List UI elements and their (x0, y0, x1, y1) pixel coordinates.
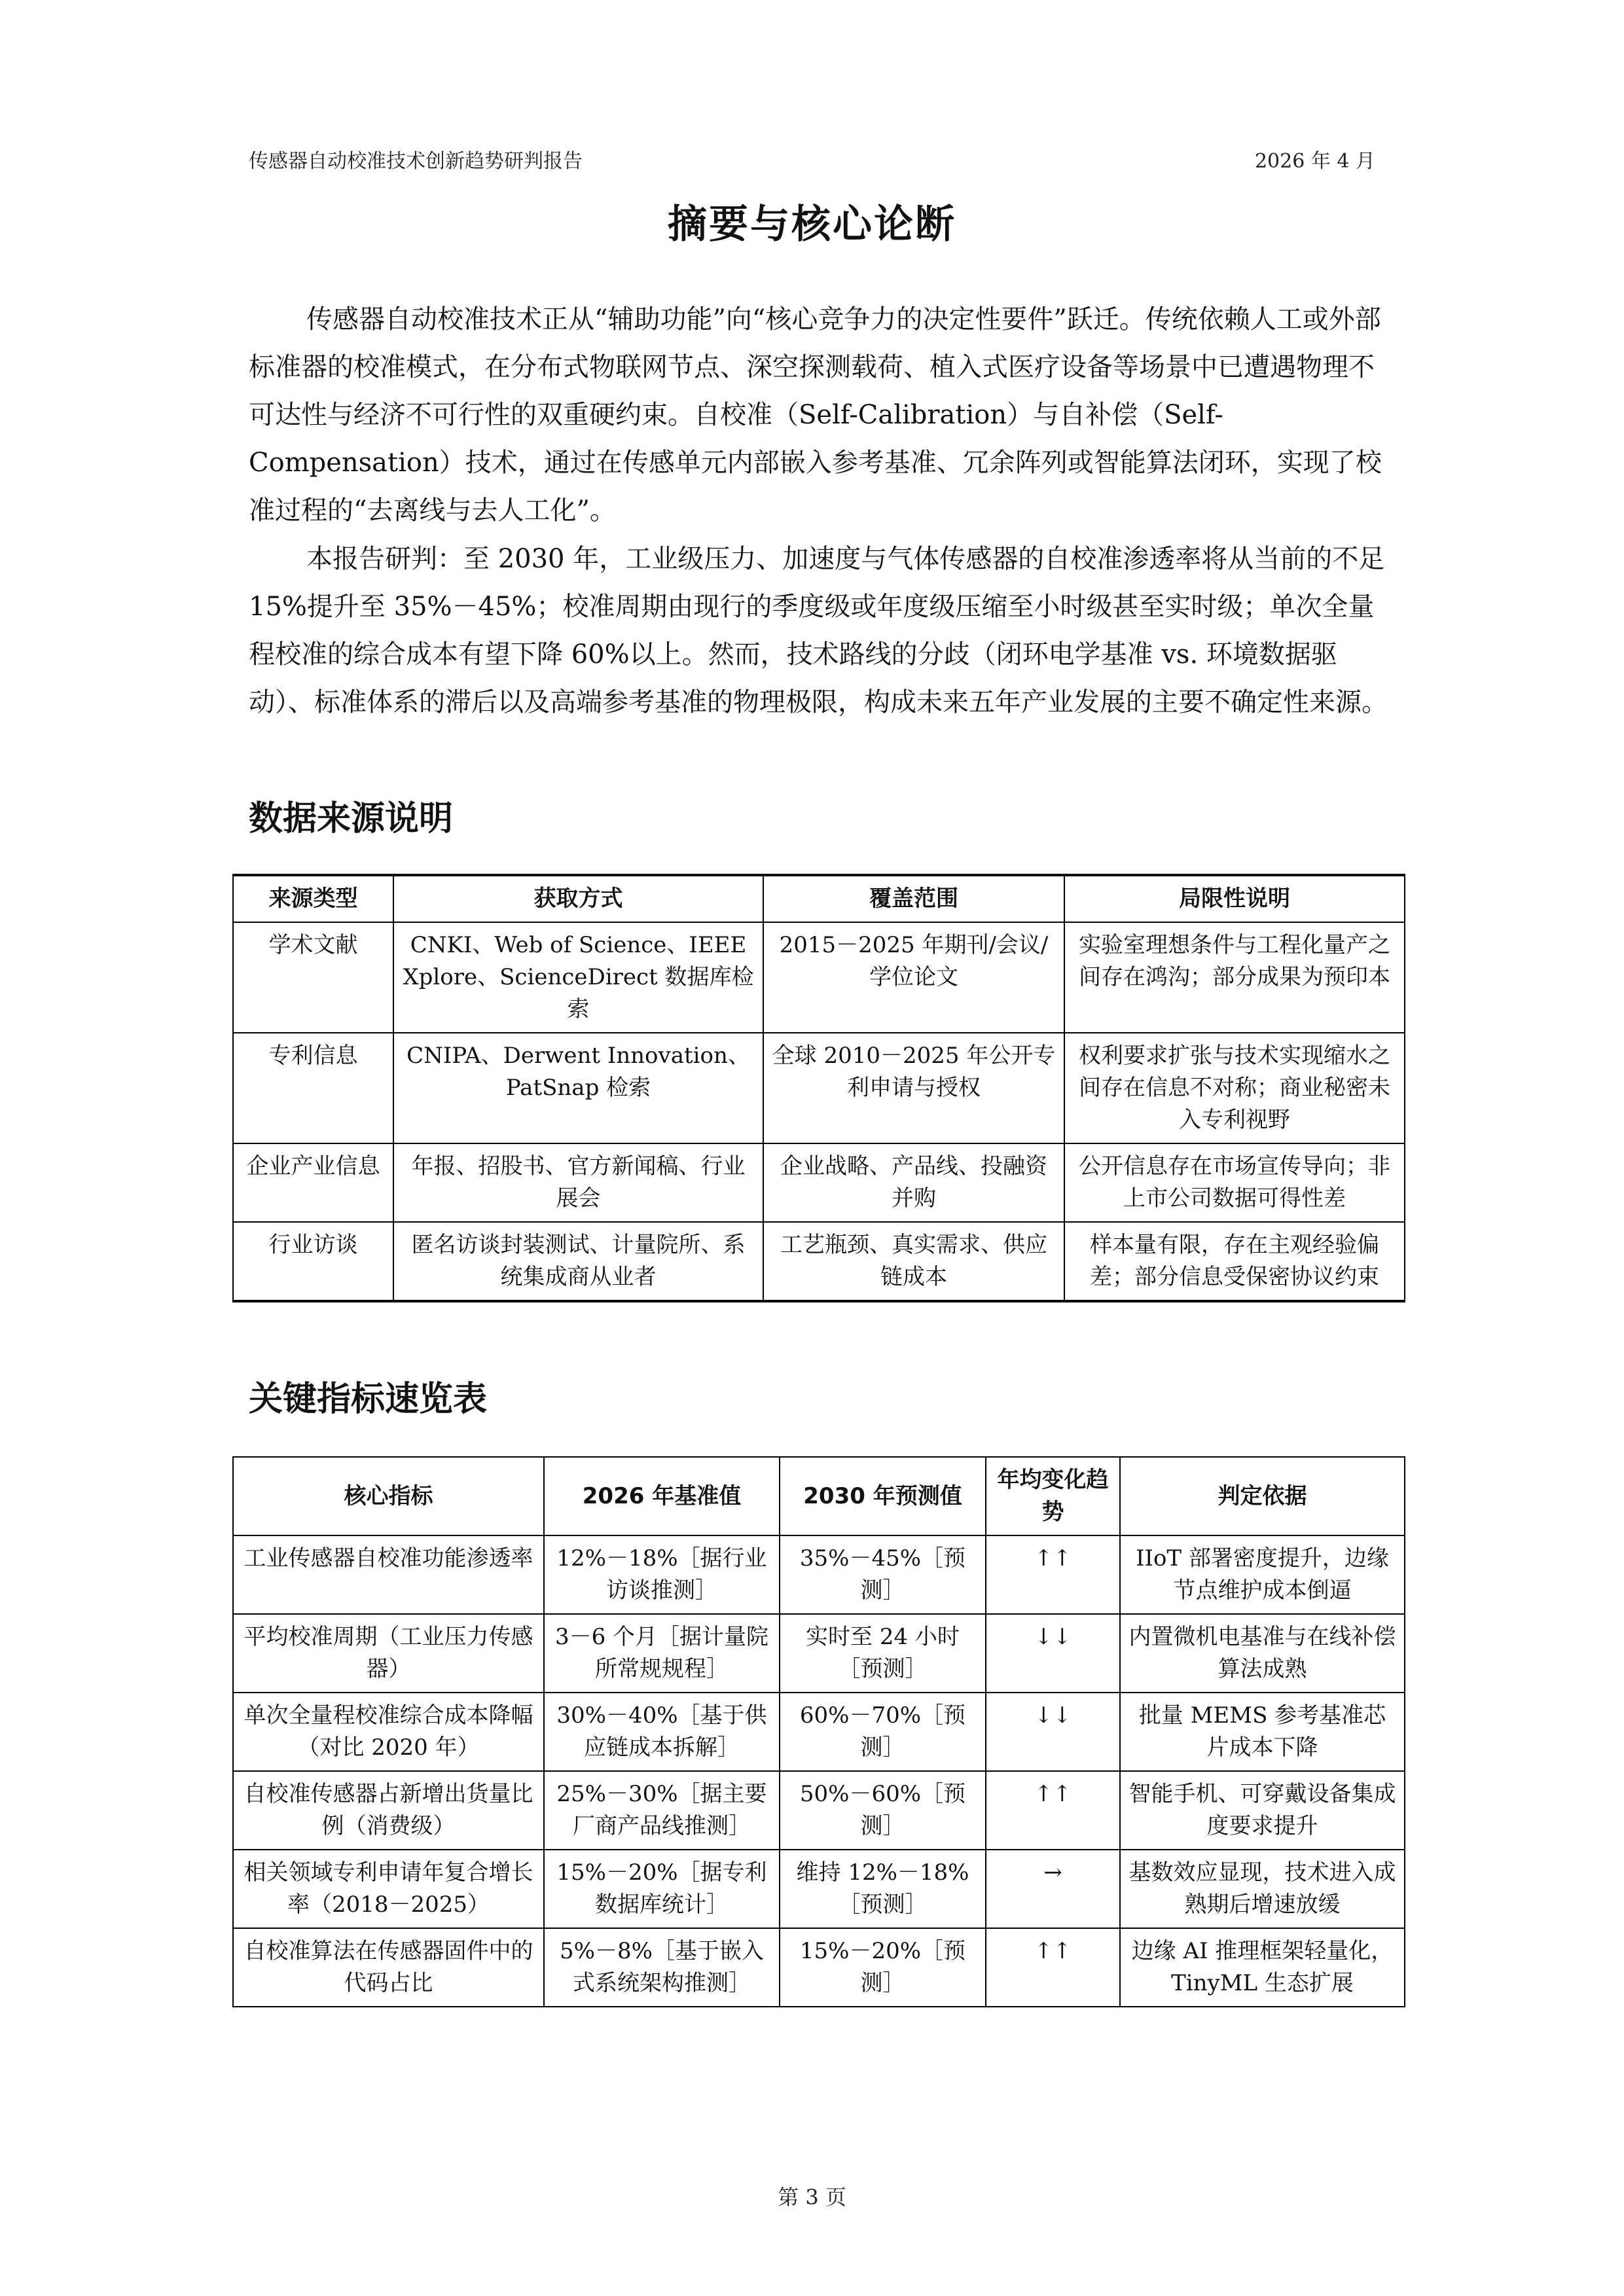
table-cell: 30%－40%［基于供应链成本拆解］ (544, 1693, 780, 1771)
table-row (233, 1033, 1405, 1143)
table-cell: 相关领域专利申请年复合增长率（2018－2025） (233, 1850, 544, 1928)
table-cell: 12%－18%［据行业访谈推测］ (544, 1535, 780, 1614)
table-cell: 15%－20%［据专利数据库统计］ (544, 1850, 780, 1928)
table-cell: CNIPA、Derwent Innovation、PatSnap 检索 (393, 1033, 763, 1143)
table-row (233, 1850, 1405, 1928)
table-row (233, 922, 1405, 1033)
table-cell: 匿名访谈封装测试、计量院所、系统集成商从业者 (393, 1222, 763, 1301)
table-cell: 自校准传感器占新增出货量比例（消费级） (233, 1771, 544, 1850)
table-cell: 年报、招股书、官方新闻稿、行业展会 (393, 1143, 763, 1222)
table-row (233, 1222, 1405, 1301)
table-cell: 行业访谈 (233, 1222, 393, 1301)
table-cell: 15%－20%［预测］ (780, 1928, 986, 2007)
column-header: 2030 年预测值 (780, 1457, 986, 1535)
page-title: 摘要与核心论断 (668, 202, 956, 247)
table-row (233, 1693, 1405, 1771)
header-date: 2026 年 4 月 (1254, 150, 1375, 173)
table-cell: 边缘 AI 推理框架轻量化，TinyML 生态扩展 (1120, 1928, 1405, 2007)
table-cell: 样本量有限，存在主观经验偏差；部分信息受保密协议约束 (1064, 1222, 1405, 1301)
table-cell: 批量 MEMS 参考基准芯片成本下降 (1120, 1693, 1405, 1771)
table-cell: 公开信息存在市场宣传导向；非上市公司数据可得性差 (1064, 1143, 1405, 1222)
table-cell: CNKI、Web of Science、IEEE Xplore、ScienceDirect 数据库检索 (393, 922, 763, 1033)
table-cell: 智能手机、可穿戴设备集成度要求提升 (1120, 1771, 1405, 1850)
table-cell: 工艺瓶颈、真实需求、供应链成本 (763, 1222, 1064, 1301)
table-cell: 3－6 个月［据计量院所常规规程］ (544, 1614, 780, 1693)
sources-table (232, 874, 1405, 1302)
column-header: 来源类型 (233, 875, 393, 922)
table-cell: 维持 12%－18%［预测］ (780, 1850, 986, 1928)
table-row (233, 1535, 1405, 1614)
table-cell: IIoT 部署密度提升，边缘节点维护成本倒逼 (1120, 1535, 1405, 1614)
table-header-row (233, 875, 1405, 922)
kpi-section-heading: 关键指标速览表 (249, 1380, 488, 1419)
table-cell: 平均校准周期（工业压力传感器） (233, 1614, 544, 1693)
table-cell: 专利信息 (233, 1033, 393, 1143)
trend-arrow: ↑↑ (986, 1928, 1120, 2007)
table-row (233, 1928, 1405, 2007)
column-header: 2026 年基准值 (544, 1457, 780, 1535)
table-cell: 5%－8%［基于嵌入式系统架构推测］ (544, 1928, 780, 2007)
page-number: 第 3 页 (778, 2185, 846, 2210)
summary-paragraph-1: 传感器自动校准技术正从“辅助功能”向“核心竞争力的决定性要件”跃迁。传统依赖人工或外部标准器的校准模式，在分布式物联网节点、深空探测载荷、植入式医疗设备等场景中已遭遇物理不可达性与经济不可行性的双重硬约束。自校准（Self-Calibration）与自补偿（Self-Compensation）技术，通过在传感单元内部嵌入参考基准、冗余阵列或智能算法闭环，实现了校准过程的“去离线与去人工化”。 (249, 304, 1382, 526)
table-row (233, 1614, 1405, 1693)
table-cell: 工业传感器自校准功能渗透率 (233, 1535, 544, 1614)
table-cell: 2015－2025 年期刊/会议/学位论文 (763, 922, 1064, 1033)
header-report-title: 传感器自动校准技术创新趋势研判报告 (249, 150, 583, 173)
running-header (249, 143, 1375, 175)
column-header: 覆盖范围 (763, 875, 1064, 922)
table-cell: 实验室理想条件与工程化量产之间存在鸿沟；部分成果为预印本 (1064, 922, 1405, 1033)
table-cell: 基数效应显现，技术进入成熟期后增速放缓 (1120, 1850, 1405, 1928)
table-cell: 学术文献 (233, 922, 393, 1033)
sources-section-heading: 数据来源说明 (249, 799, 454, 838)
table-cell: 35%－45%［预测］ (780, 1535, 986, 1614)
table-row (233, 1143, 1405, 1222)
trend-arrow: ↓↓ (986, 1614, 1120, 1693)
table-cell: 企业战略、产品线、投融资并购 (763, 1143, 1064, 1222)
table-cell: 单次全量程校准综合成本降幅（对比 2020 年） (233, 1693, 544, 1771)
column-header: 年均变化趋势 (986, 1457, 1120, 1535)
table-cell: 全球 2010－2025 年公开专利申请与授权 (763, 1033, 1064, 1143)
table-cell: 内置微机电基准与在线补偿算法成熟 (1120, 1614, 1405, 1693)
trend-arrow: ↑↑ (986, 1535, 1120, 1614)
column-header: 获取方式 (393, 875, 763, 922)
summary-paragraph-2: 本报告研判：至 2030 年，工业级压力、加速度与气体传感器的自校准渗透率将从当前的不足 15%提升至 35%－45%；校准周期由现行的季度级或年度级压缩至小时级甚至实时级；单次全量程校准的综合成本有望下降 60%以上。然而，技术路线的分歧（闭环电学基准 vs. 环境数据驱动）、标准体系的滞后以及高端参考基准的物理极限，构成未来五年产业发展的主要不确定性来源。 (249, 544, 1388, 717)
table-cell: 企业产业信息 (233, 1143, 393, 1222)
table-row (233, 1771, 1405, 1850)
trend-arrow: ↓↓ (986, 1693, 1120, 1771)
table-cell: 实时至 24 小时［预测］ (780, 1614, 986, 1693)
kpi-table (232, 1456, 1405, 2007)
column-header: 局限性说明 (1064, 875, 1405, 922)
table-cell: 权利要求扩张与技术实现缩水之间存在信息不对称；商业秘密未入专利视野 (1064, 1033, 1405, 1143)
trend-arrow: ↑↑ (986, 1771, 1120, 1850)
trend-arrow: → (986, 1850, 1120, 1928)
column-header: 判定依据 (1120, 1457, 1405, 1535)
table-cell: 50%－60%［预测］ (780, 1771, 986, 1850)
column-header: 核心指标 (233, 1457, 544, 1535)
table-cell: 25%－30%［据主要厂商产品线推测］ (544, 1771, 780, 1850)
table-cell: 60%－70%［预测］ (780, 1693, 986, 1771)
table-cell: 自校准算法在传感器固件中的代码占比 (233, 1928, 544, 2007)
table-header-row (233, 1457, 1405, 1535)
